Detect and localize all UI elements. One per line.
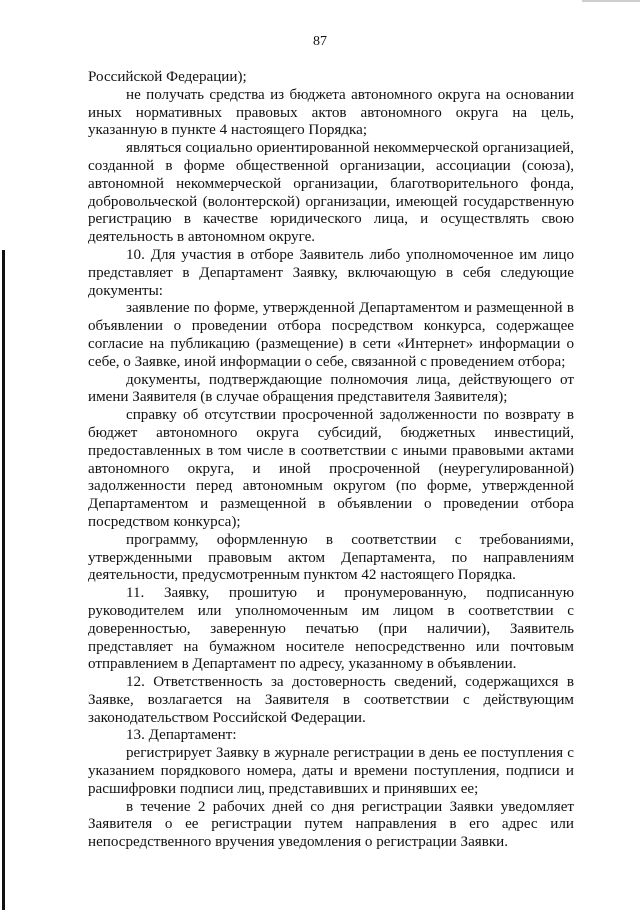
top-edge-rule [582,0,640,2]
paragraph: программу, оформленную в соответствии с требованиями, утвержденными правовым актом Департамента, по направлениям деятельности, предусмотренным пунктом 42 настоящего Порядка. [88,531,574,584]
page-number: 87 [313,34,327,49]
paragraph: 12. Ответственность за достоверность сведений, содержащихся в Заявке, возлагается на Заявителя в соответствии с действующим законодательством Российской Федерации. [88,674,574,726]
paragraph: 10. Для участия в отборе Заявитель либо уполномоченное им лицо представляет в Департамент Заявку, включающую в себя следующие документы: [88,246,574,299]
paragraph: Российской Федерации); [88,69,247,85]
paragraph: регистрирует Заявку в журнале регистрации в день ее поступления с указанием порядкового номера, даты и времени поступления, подписи и расшифровки подписи лиц, представивших и принявших ее; [88,745,574,797]
document-body [88,69,574,852]
paragraph: документы, подтверждающие полномочия лица, действующего от имени Заявителя (в случае обращения представителя Заявителя); [88,371,574,406]
paragraph: являться социально ориентированной некоммерческой организацией, созданной в форме общественной организации, ассоциации (союза), автономной некоммерческой организации, благотворительного фонда, добровольческой (волонтерской) организации, имеющей государственную регистрацию в качестве юридического лица, и осуществлять свою деятельность в автономном округе. [88,140,574,246]
paragraph: 11. Заявку, прошитую и пронумерованную, подписанную руководителем или уполномоченным им лицом в соответствии с доверенностью, заверенную печатью (при наличии), Заявитель представляет на бумажном носителе непосредственно или почтовым отправлением в Департамент по адресу, указанному в объявлении. [88,585,574,673]
paragraph: в течение 2 рабочих дней со дня регистрации Заявки уведомляет Заявителя о ее регистрации путем направления в его адрес или непосредственного вручения уведомления о регистрации Заявки. [88,798,574,851]
scan-edge-mark [2,250,5,910]
paragraph: 13. Департамент: [126,727,237,744]
paragraph: справку об отсутствии просроченной задолженности по возврату в бюджет автономного округа субсидий, бюджетных инвестиций, предоставленных в том числе в соответствии с иными правовыми актами автономного округа, и иной просроченной (неурегулированной) задолженности перед автономным округом (по форме, утвержденной Департаментом и размещенной в объявлении о проведении отбора посредством конкурса); [88,407,574,530]
paragraph: не получать средства из бюджета автономного округа на основании иных нормативных правовых актов автономного округа на цель, указанную в пункте 4 настоящего Порядка; [88,86,574,139]
paragraph: заявление по форме, утвержденной Департаментом и размещенной в объявлении о проведении отбора посредством конкурса, содержащее согласие на публикацию (размещение) в сети «Интернет» информации о себе, о Заявке, иной информации о себе, связанной с проведением отбора; [88,300,574,370]
